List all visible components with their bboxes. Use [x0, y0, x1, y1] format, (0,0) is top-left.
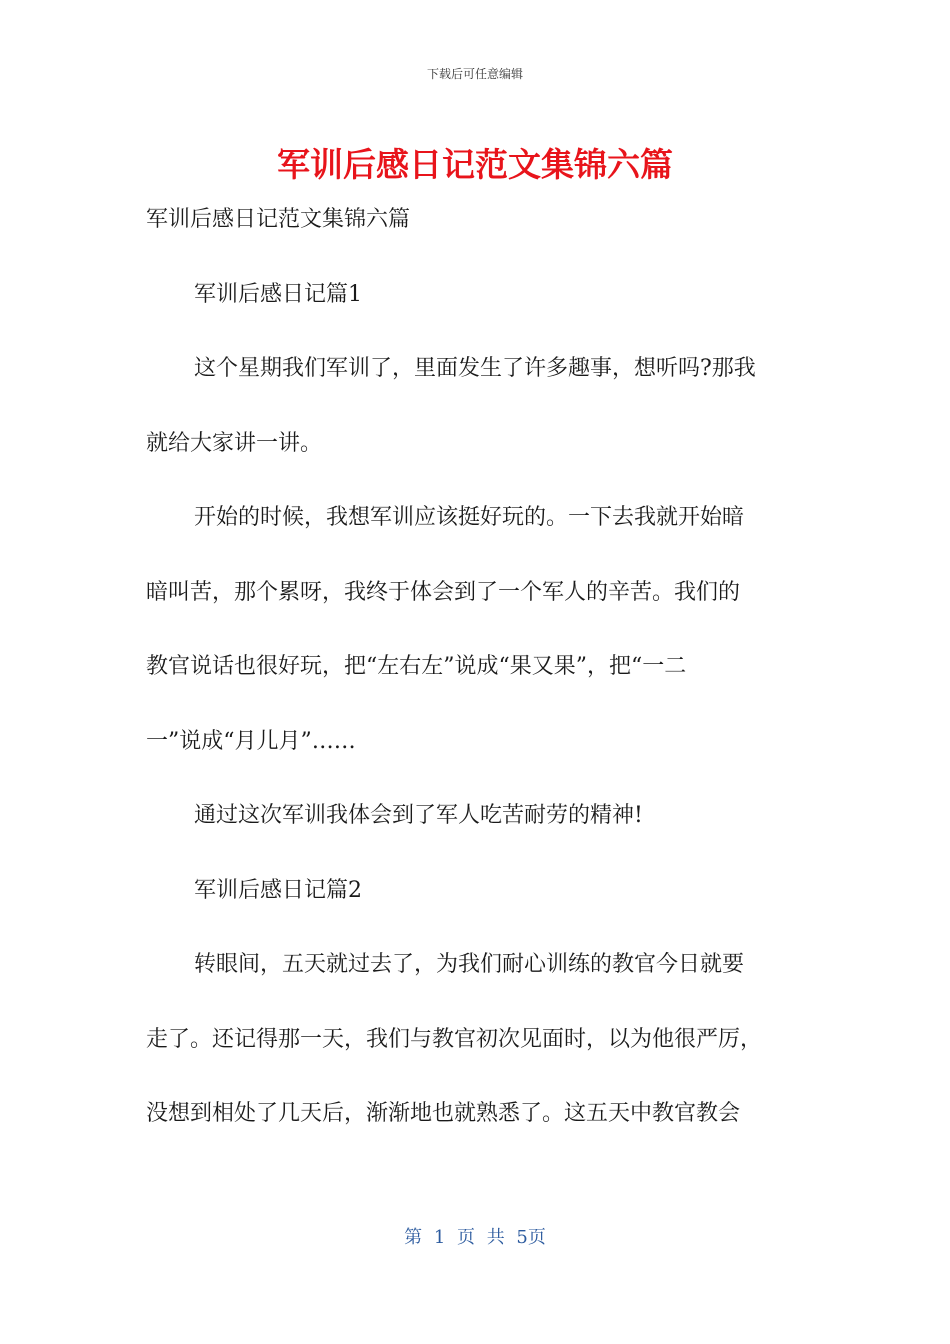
page-number-footer: 第 1 页 共 5页	[404, 1227, 546, 1248]
paragraph-line: 这个星期我们军训了，里面发生了许多趣事，想听吗?那我	[194, 356, 756, 381]
paragraph-line: 教官说话也很好玩，把“左右左”说成“果又果”，把“一二	[146, 654, 687, 679]
paragraph-line: 就给大家讲一讲。	[146, 430, 323, 456]
paragraph-line: 走了。还记得那一天，我们与教官初次见面时，以为他很严厉，	[146, 1026, 763, 1052]
paragraph-line: 开始的时候，我想军训应该挺好玩的。一下去我就开始暗	[194, 505, 745, 530]
paragraph-line: 一”说成“月儿月”……	[146, 728, 356, 754]
document-title: 军训后感日记范文集锦六篇	[277, 145, 673, 184]
header-note: 下载后可任意编辑	[426, 67, 523, 81]
paragraph-line: 通过这次军训我体会到了军人吃苦耐劳的精神!	[194, 803, 643, 828]
paragraph-line: 没想到相处了几天后，渐渐地也就熟悉了。这五天中教官教会	[146, 1101, 741, 1126]
paragraph-line: 暗叫苦，那个累呀，我终于体会到了一个军人的辛苦。我们的	[146, 579, 741, 605]
paragraph-line: 转眼间，五天就过去了，为我们耐心训练的教官今日就要	[194, 952, 745, 977]
document-body	[146, 183, 810, 1152]
section-heading-2: 军训后感日记篇2	[194, 877, 362, 903]
subtitle-line: 军训后感日记范文集锦六篇	[146, 207, 411, 232]
section-heading-1: 军训后感日记篇1	[194, 281, 362, 307]
